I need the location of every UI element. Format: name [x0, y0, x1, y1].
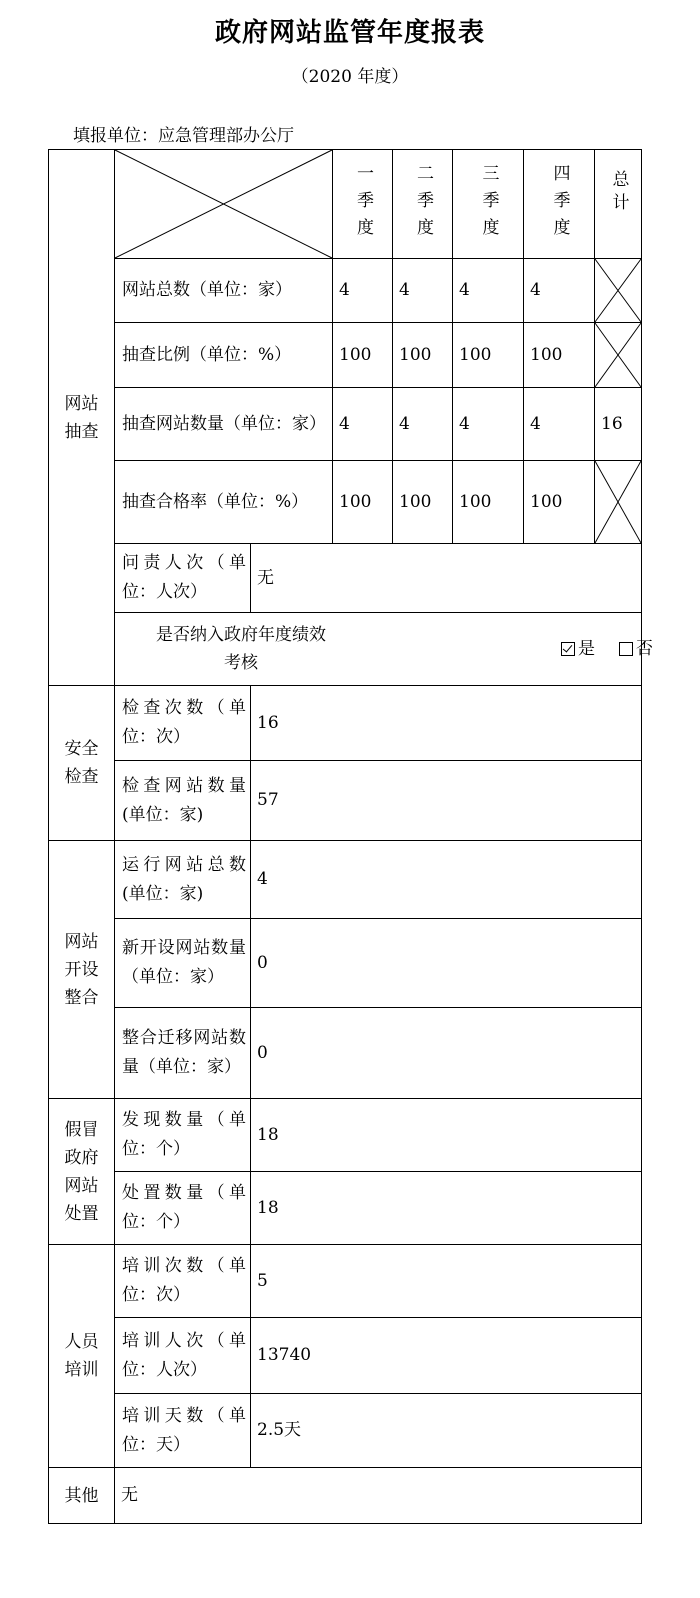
category-fake-sites: 假冒政府网站处置	[48, 1098, 115, 1245]
row-label-running-sites: 运行网站总数(单位：家)	[114, 840, 251, 919]
cell-site-total-q4: 4	[523, 258, 595, 323]
cell-accountability-value: 无	[250, 543, 642, 613]
header-q2: 二季度	[392, 149, 453, 259]
cell-site-total-total-crossed	[594, 258, 642, 323]
header-q1: 一季度	[332, 149, 393, 259]
row-label-check-times: 检查次数（单位：次）	[114, 685, 251, 761]
row-label-check-ratio: 抽查比例（单位：%）	[114, 322, 333, 388]
cell-training-people: 13740	[250, 1317, 642, 1394]
assessment-choices	[561, 613, 653, 685]
row-label-handled-count: 处置数量（单位：个）	[114, 1171, 251, 1245]
cell-check-ratio-q2: 100	[392, 322, 453, 388]
cell-checked-sites-q2: 4	[392, 387, 453, 461]
assessment-label: 是否纳入政府年度绩效考核	[156, 625, 326, 673]
row-label-checked-sites: 抽查网站数量（单位：家）	[114, 387, 333, 461]
cell-site-total-q3: 4	[452, 258, 524, 323]
header-total: 总计	[594, 149, 642, 259]
header-diagonal-cell	[114, 149, 333, 259]
cell-pass-rate-total-crossed	[594, 460, 642, 544]
row-label-training-people: 培训人次（单位：人次）	[114, 1317, 251, 1394]
row-label-accountability: 问责人次（单位：人次）	[114, 543, 251, 613]
row-label-merged-sites: 整合迁移网站数量（单位：家）	[114, 1007, 251, 1099]
report-title: 政府网站监管年度报表	[214, 18, 485, 48]
no-label: 否	[636, 638, 653, 659]
cell-site-total-q1: 4	[332, 258, 393, 323]
cell-checked-sites-total: 16	[594, 387, 642, 461]
row-label-check-sites: 检查网站数量(单位：家)	[114, 760, 251, 841]
cell-checked-sites-q4: 4	[523, 387, 595, 461]
category-site-setup: 网站开设整合	[48, 840, 115, 1099]
cell-handled-count: 18	[250, 1171, 642, 1245]
cell-merged-sites: 0	[250, 1007, 642, 1099]
cell-site-total-q2: 4	[392, 258, 453, 323]
cell-pass-rate-q4: 100	[523, 460, 595, 544]
no-checkbox[interactable]	[619, 642, 633, 656]
yes-checkbox[interactable]	[561, 642, 575, 656]
category-training: 人员培训	[48, 1244, 115, 1468]
cell-training-days: 2.5天	[250, 1393, 642, 1468]
cell-check-times: 16	[250, 685, 642, 761]
cell-new-sites: 0	[250, 918, 642, 1008]
row-label-training-days: 培训天数（单位：天）	[114, 1393, 251, 1468]
row-label-training-times: 培训次数（单位：次）	[114, 1244, 251, 1318]
cell-other-value: 无	[114, 1467, 642, 1524]
cell-check-ratio-total-crossed	[594, 322, 642, 388]
cell-found-count: 18	[250, 1098, 642, 1172]
reporting-unit: 填报单位：应急管理部办公厅	[73, 126, 294, 146]
cell-training-times: 5	[250, 1244, 642, 1318]
row-label-new-sites: 新开设网站数量（单位：家）	[114, 918, 251, 1008]
cell-pass-rate-q1: 100	[332, 460, 393, 544]
cell-check-sites: 57	[250, 760, 642, 841]
row-label-site-total: 网站总数（单位：家）	[114, 258, 333, 323]
row-label-pass-rate: 抽查合格率（单位：%）	[114, 460, 333, 544]
report-year: （2020 年度）	[291, 67, 409, 87]
cell-checked-sites-q1: 4	[332, 387, 393, 461]
header-q3: 三季度	[452, 149, 524, 259]
category-other: 其他	[48, 1467, 115, 1524]
cell-running-sites: 4	[250, 840, 642, 919]
cell-checked-sites-q3: 4	[452, 387, 524, 461]
cell-check-ratio-q4: 100	[523, 322, 595, 388]
row-performance-assessment	[114, 612, 653, 686]
row-label-found-count: 发现数量（单位：个）	[114, 1098, 251, 1172]
cell-check-ratio-q1: 100	[332, 322, 393, 388]
yes-label: 是	[578, 638, 595, 659]
category-spot-check: 网站抽查	[48, 149, 115, 686]
header-q4: 四季度	[523, 149, 595, 259]
cell-check-ratio-q3: 100	[452, 322, 524, 388]
cell-pass-rate-q2: 100	[392, 460, 453, 544]
cell-pass-rate-q3: 100	[452, 460, 524, 544]
category-security: 安全检查	[48, 685, 115, 841]
